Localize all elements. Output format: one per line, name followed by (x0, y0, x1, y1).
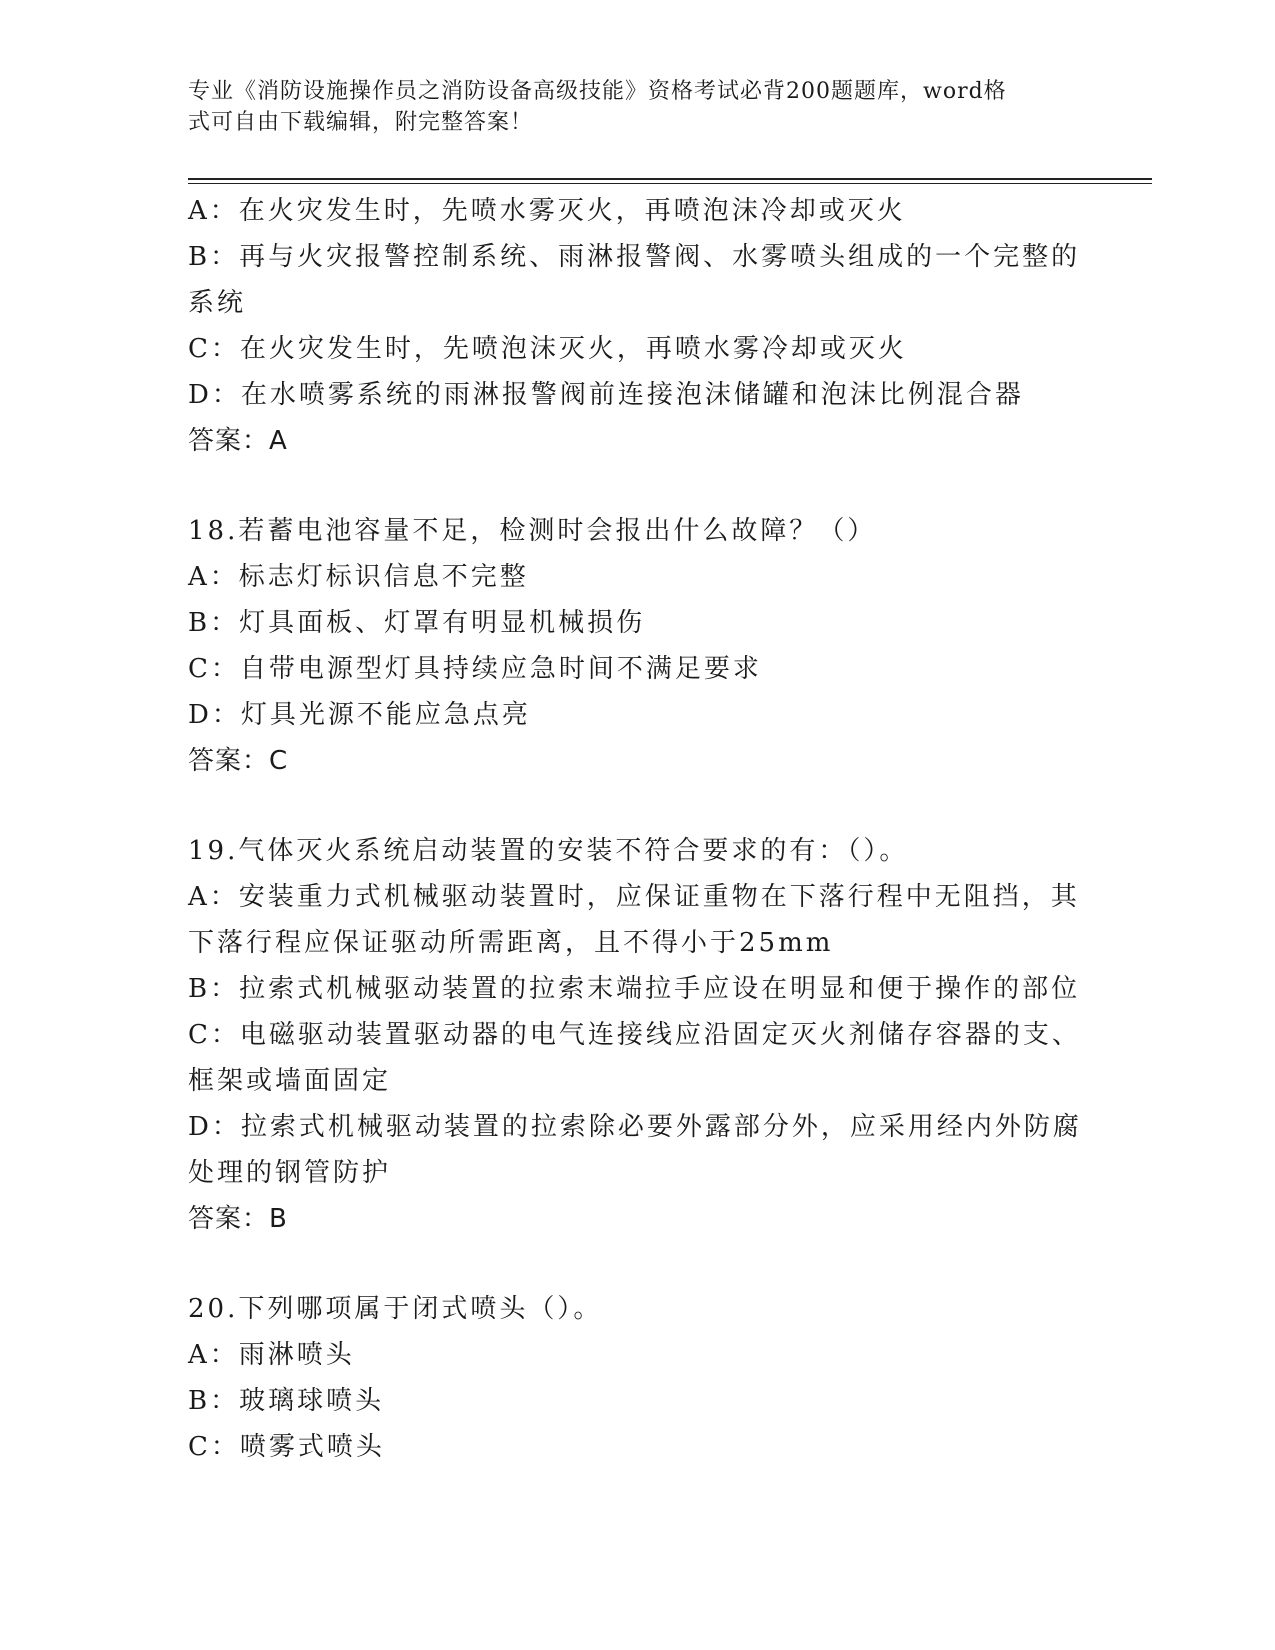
option-c: C：自带电源型灯具持续应急时间不满足要求 (188, 654, 762, 684)
option-b: B：玻璃球喷头 (188, 1386, 385, 1416)
header-line-2: 式可自由下载编辑，附完整答案！ (188, 110, 534, 135)
option-d-continued: 处理的钢管防护 (188, 1158, 392, 1188)
option-d: D：灯具光源不能应急点亮 (188, 700, 531, 730)
spacer (188, 1242, 1088, 1286)
option-c: C：喷雾式喷头 (188, 1432, 385, 1462)
option-d: D：在水喷雾系统的雨淋报警阀前连接泡沫储罐和泡沫比例混合器 (188, 380, 1024, 410)
option-c: C：在火灾发生时，先喷泡沫灭火，再喷水雾冷却或灭火 (188, 334, 907, 364)
answer-line: 答案：A (188, 426, 288, 456)
option-a: A：标志灯标识信息不完整 (188, 562, 529, 592)
question-18-block (188, 508, 1088, 784)
question-19-block (188, 828, 1088, 1242)
question-content (188, 188, 1088, 1470)
option-a: A：安装重力式机械驱动装置时，应保证重物在下落行程中无阻挡，其 (188, 882, 1080, 912)
option-d: D：拉索式机械驱动装置的拉索除必要外露部分外，应采用经内外防腐 (188, 1112, 1082, 1142)
question-text: 19.气体灭火系统启动装置的安装不符合要求的有：（）。 (188, 836, 909, 866)
question-20-block (188, 1286, 1088, 1470)
option-b: B：灯具面板、灯罩有明显机械损伤 (188, 608, 646, 638)
option-c: C：电磁驱动装置驱动器的电气连接线应沿固定灭火剂储存容器的支、 (188, 1020, 1081, 1050)
option-b: B：再与火灾报警控制系统、雨淋报警阀、水雾喷头组成的一个完整的 (188, 242, 1081, 272)
question-text: 18.若蓄电池容量不足，检测时会报出什么故障？（） (188, 516, 877, 546)
option-b-continued: 系统 (188, 288, 247, 318)
header-divider-thin (188, 183, 1152, 184)
option-a: A：在火灾发生时，先喷水雾灭火，再喷泡沫冷却或灭火 (188, 196, 906, 226)
option-a-continued: 下落行程应保证驱动所需距离，且不得小于25mm (188, 928, 834, 958)
document-header (188, 76, 1068, 138)
question-text: 20.下列哪项属于闭式喷头（）。 (188, 1294, 603, 1324)
question-17-block (188, 188, 1088, 464)
option-c-continued: 框架或墙面固定 (188, 1066, 392, 1096)
answer-line: 答案：C (188, 746, 289, 776)
header-line-1: 专业《消防设施操作员之消防设备高级技能》资格考试必背200题题库，word格 (188, 79, 1007, 104)
spacer (188, 464, 1088, 508)
header-divider-thick (188, 178, 1152, 180)
spacer (188, 784, 1088, 828)
option-a: A：雨淋喷头 (188, 1340, 355, 1370)
answer-line: 答案：B (188, 1204, 288, 1234)
option-b: B：拉索式机械驱动装置的拉索末端拉手应设在明显和便于操作的部位 (188, 974, 1081, 1004)
